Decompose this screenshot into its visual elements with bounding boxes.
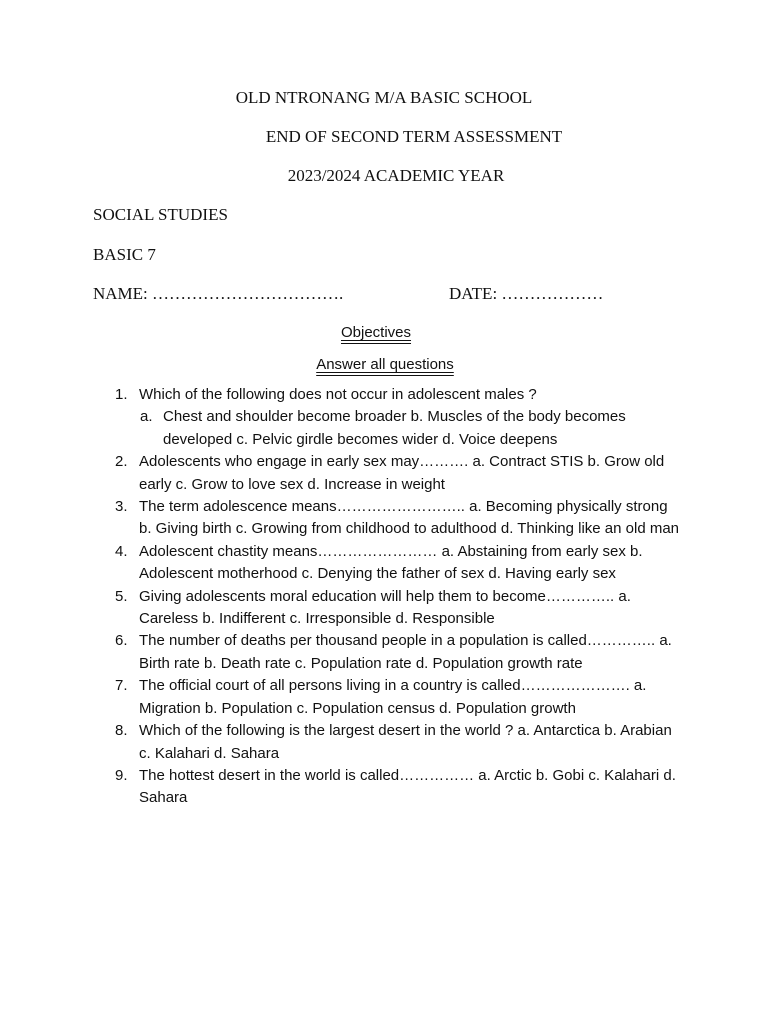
exam-title: END OF SECOND TERM ASSESSMENT xyxy=(265,127,563,146)
question-text: Which of the following does not occur in adolescent males ? xyxy=(139,386,537,403)
name-field: NAME: ……………………………. xyxy=(93,284,344,303)
question-text: Which of the following is the largest desert in the world ? a. Antarctica b. Arabian c. Kalahari d. Sahara xyxy=(139,722,672,762)
question-item xyxy=(115,675,684,720)
option-letter: a. xyxy=(140,408,153,426)
question-item xyxy=(115,765,684,810)
subject-label: SOCIAL STUDIES xyxy=(93,205,228,224)
option-list xyxy=(139,406,684,451)
question-item xyxy=(115,541,684,586)
question-number: 3. xyxy=(115,498,128,516)
academic-year: 2023/2024 ACADEMIC YEAR xyxy=(287,166,505,185)
question-text: Giving adolescents moral education will help them to become………….. a. Careless b. Indifferent c. Irresponsible d. Responsible xyxy=(139,587,631,628)
question-item xyxy=(115,720,684,765)
section-instruction: Answer all questions xyxy=(316,356,454,373)
question-text: The term adolescence means…………………….. a. Becoming physically strong b. Giving birth c. Growing from childhood to adulthood d. Thinking like an old man xyxy=(139,498,680,538)
section-title: Objectives xyxy=(340,324,412,341)
question-number: 6. xyxy=(115,632,128,650)
question-text: The hottest desert in the world is called…………… a. Arctic b. Gobi c. Kalahari d. Sahara xyxy=(139,766,676,807)
question-list xyxy=(115,384,684,810)
question-number: 8. xyxy=(115,722,128,740)
school-name: OLD NTRONANG M/A BASIC SCHOOL xyxy=(235,88,533,107)
question-text: Adolescents who engage in early sex may………. a. Contract STIS b. Grow old early c. Grow to love sex d. Increase in weight xyxy=(139,453,665,493)
question-item xyxy=(115,496,684,541)
question-text: The number of deaths per thousand people in a population is called………….. a. Birth rate b. Death rate c. Population rate d. Population growth rate xyxy=(139,632,672,672)
question-number: 7. xyxy=(115,677,128,695)
question-number: 9. xyxy=(115,766,128,784)
date-field: DATE: ……………… xyxy=(449,284,604,303)
option-text: Chest and shoulder become broader b. Muscles of the body becomes developed c. Pelvic girdle becomes wider d. Voice deepens xyxy=(163,408,626,448)
question-text: Adolescent chastity means…………………… a. Abstaining from early sex b. Adolescent motherhood c. Denying the father of sex d. Having early sex xyxy=(139,542,643,583)
question-item xyxy=(115,586,684,631)
question-item xyxy=(115,630,684,675)
class-label: BASIC 7 xyxy=(93,245,156,264)
question-text: The official court of all persons living in a country is called…………………. a. Migration b. Population c. Population census d. Population growth xyxy=(139,677,647,717)
question-number: 2. xyxy=(115,453,128,471)
question-number: 5. xyxy=(115,587,128,605)
question-number: 1. xyxy=(115,386,128,403)
question-item xyxy=(115,384,684,451)
question-item xyxy=(115,451,684,496)
option-item xyxy=(140,406,684,451)
question-number: 4. xyxy=(115,542,128,560)
